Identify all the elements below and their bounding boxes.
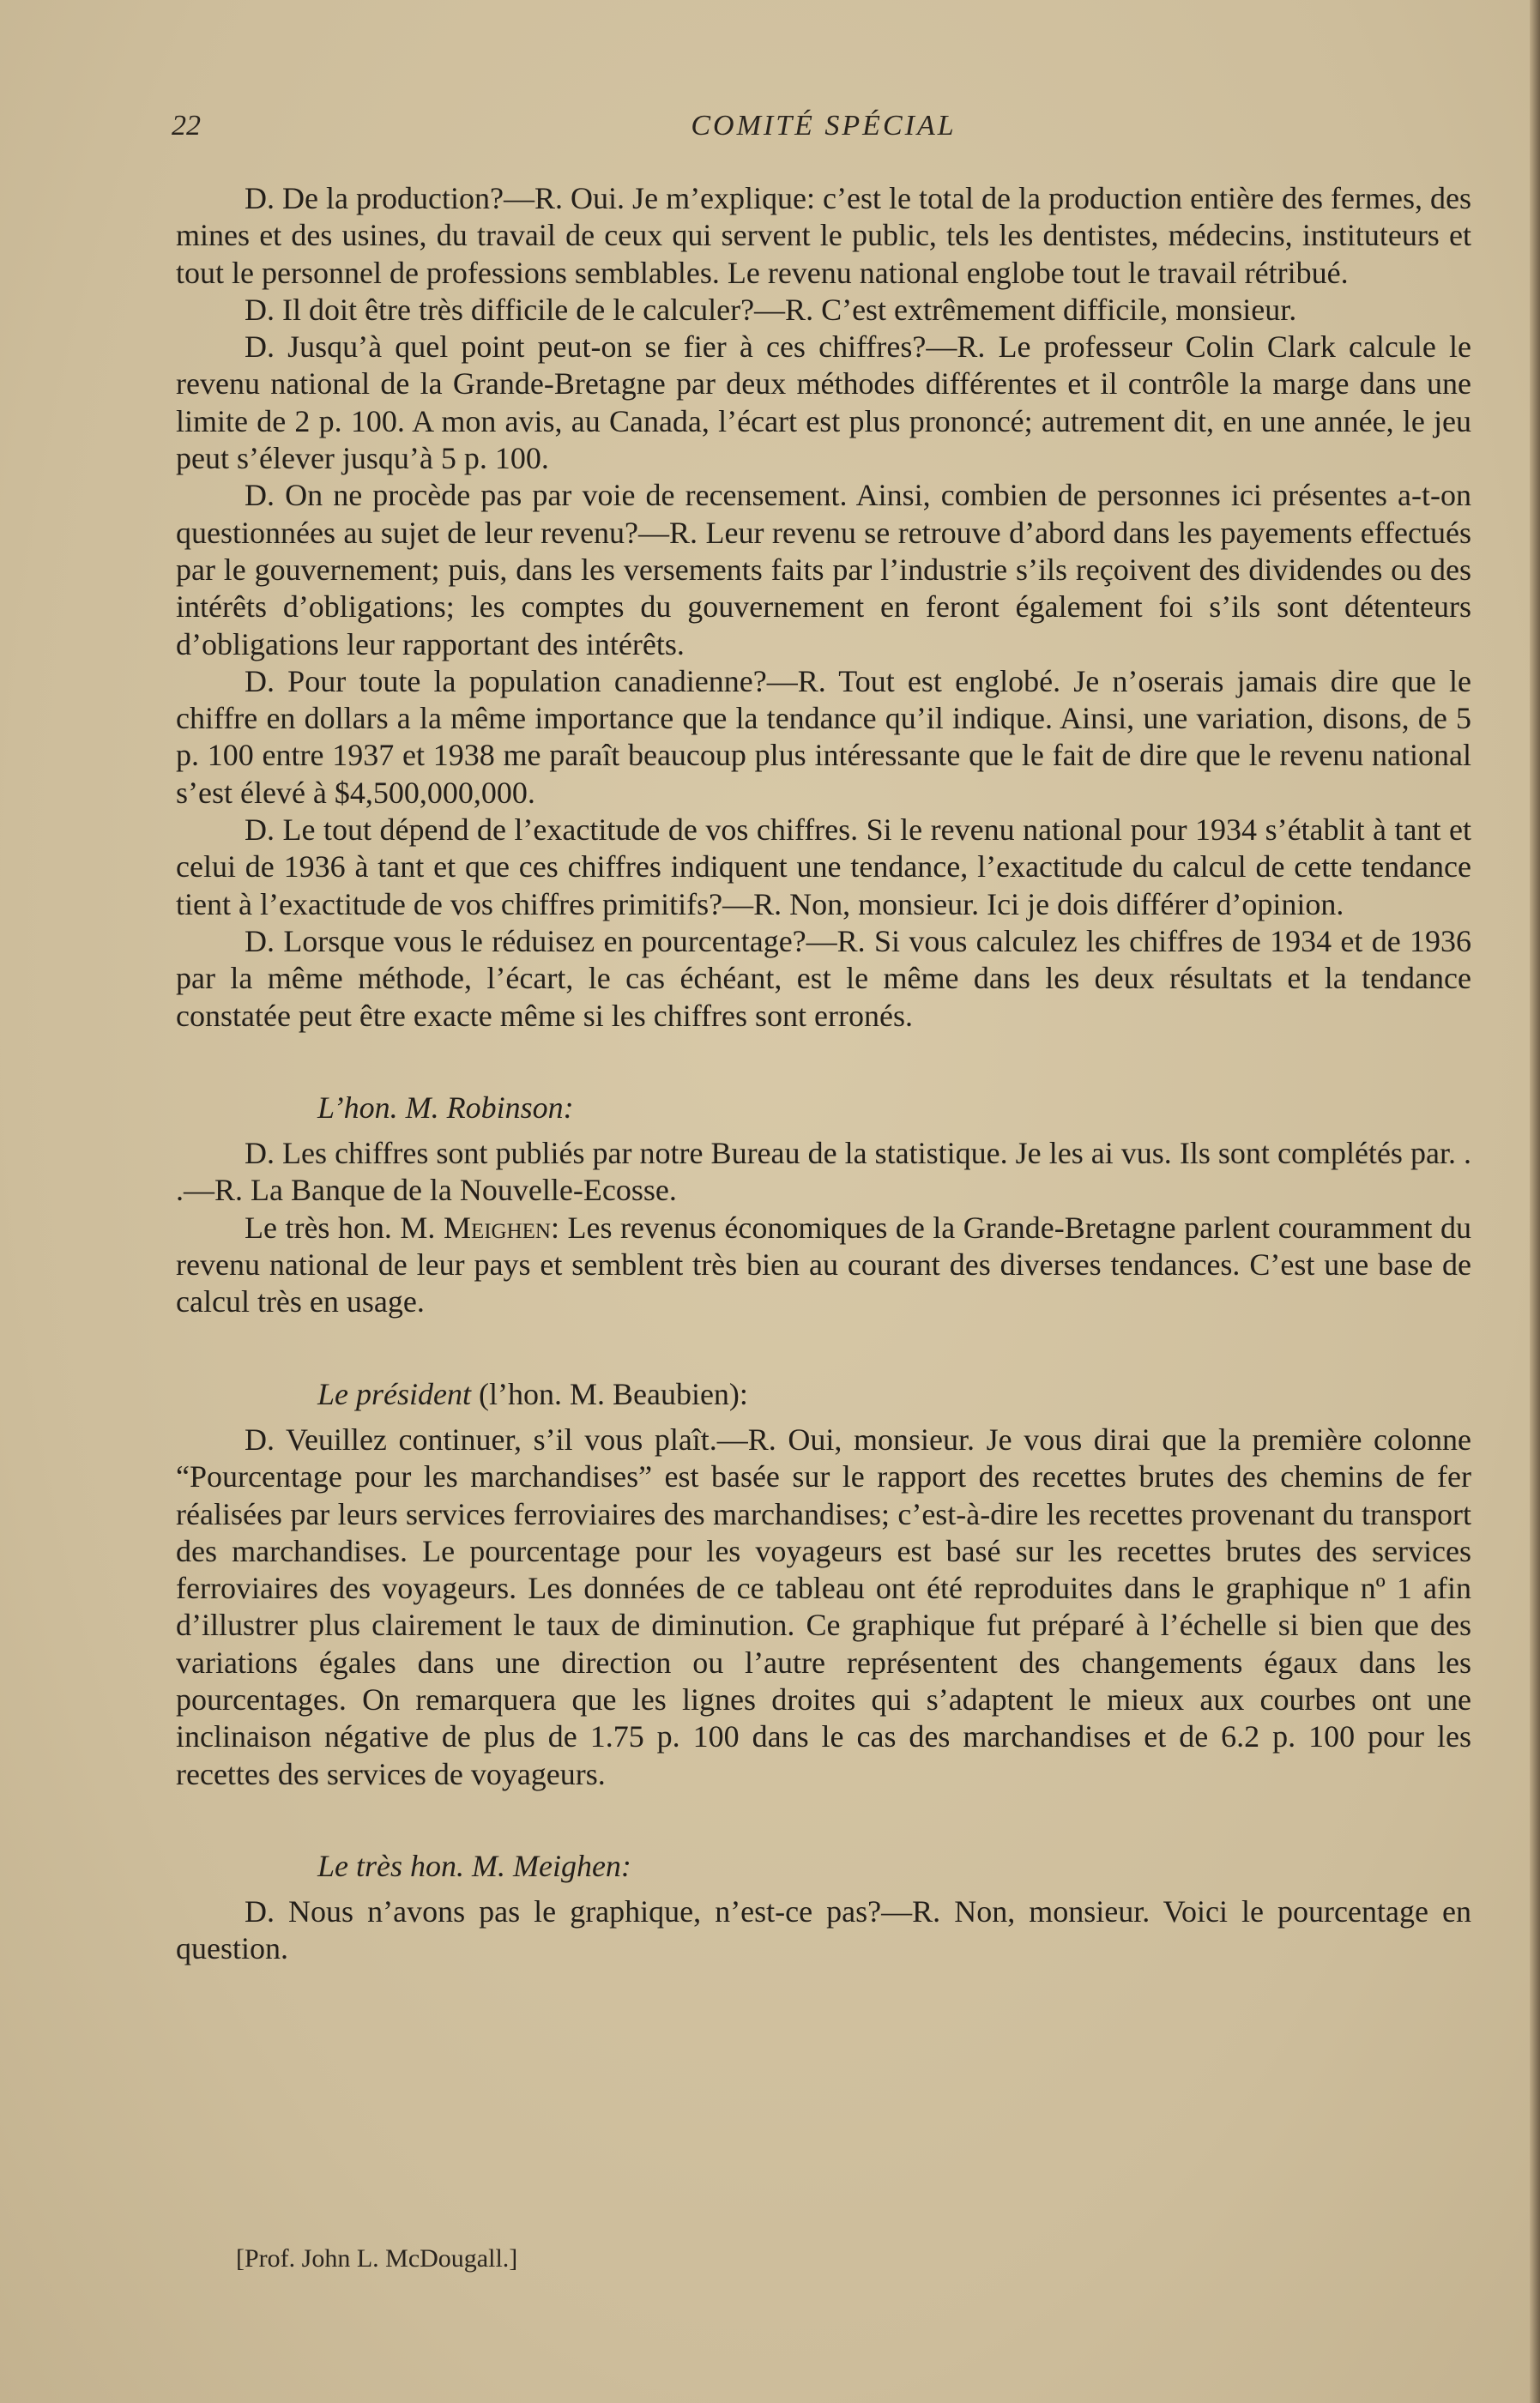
speaker-heading-president bbox=[176, 1376, 1471, 1413]
paragraph: D. Veuillez continuer, s’il vous plaît.—R. Oui, monsieur. Je vous dirai que la première colonne “Pourcentage pour les marchandises” est basée sur le rapport des recettes brutes des chemins de fer réalisées par leurs services ferroviaires des marchandises; c’est-à-dire les recettes provenant du transport des marchandises. Le pourcentage pour les voyageurs est basé sur les recettes brutes des services ferroviaires des voyageurs. Les données de ce tableau ont été reproduites dans le graphique nº 1 afin d’illustrer plus clairement le taux de diminution. Ce graphique fut préparé à l’échelle si bien que des variations égales dans une direction ou l’autre représentent des changements égaux dans les pourcentages. On remarquera que les lignes droites qui s’adaptent le mieux aux courbes ont une inclinaison négative de plus de 1.75 p. 100 dans le cas des marchandises et de 6.2 p. 100 pour les recettes des services de voyageurs. bbox=[176, 1422, 1471, 1791]
speaker-heading-robinson bbox=[176, 1090, 1471, 1126]
paragraph-text: : Les revenus économiques de la Grande-Bretagne parlent couramment du revenu national de leur pays et semblent très bien au courant des diverses tendances. C’est une base de calcul très en usage. bbox=[176, 1210, 1472, 1319]
paragraph: D. Nous n’avons pas le graphique, n’est-ce pas?—R. Non, monsieur. Voici le pourcentage en question. bbox=[176, 1894, 1471, 1966]
speaker-name: Le président bbox=[317, 1376, 471, 1411]
speaker-name: L’hon. M. Robinson: bbox=[317, 1090, 574, 1125]
paragraph: D. Les chiffres sont publiés par notre Bureau de la statistique. Je les ai vus. Ils sont complétés par. . .—R. La Banque de la Nouvelle-Ecosse. bbox=[176, 1136, 1471, 1208]
speaker-heading-meighen bbox=[176, 1848, 1471, 1885]
paragraph: D. De la production?—R. Oui. Je m’explique: c’est le total de la production entière des fermes, des mines et des usines, du travail de ceux qui servent le public, tels les dentistes, médecins, instituteurs et tout le personnel de professions semblables. Le revenu national englobe tout le travail rétribué. bbox=[176, 181, 1471, 290]
speaker-name: Le très hon. M. Meighen: bbox=[317, 1848, 631, 1883]
page-header bbox=[172, 110, 1476, 153]
witness-note: [Prof. John L. McDougall.] bbox=[236, 2244, 518, 2273]
running-head: COMITÉ SPÉCIAL bbox=[691, 110, 957, 142]
paragraph: D. Jusqu’à quel point peut-on se fier à ces chiffres?—R. Le professeur Colin Clark calcule le revenu national de la Grande-Bretagne par deux méthodes différentes et il contrôle la marge dans une limite de 2 p. 100. A mon avis, au Canada, l’écart est plus prononcé; autrement dit, en une année, le jeu peut s’élever jusqu’à 5 p. 100. bbox=[176, 329, 1471, 476]
paragraph: D. On ne procède pas par voie de recensement. Ainsi, combien de personnes ici présentes a-t-on questionnées au sujet de leur revenu?—R. Leur revenu se retrouve d’abord dans les payements effectués par le gouvernement; puis, dans les versements faits par l’industrie s’ils reçoivent des dividendes ou des intérêts d’obligations; les comptes du gouvernement en feront également foi s’ils sont détenteurs d’obligations leur rapportant des intérêts. bbox=[176, 478, 1471, 661]
paragraph-meighen bbox=[176, 1210, 1471, 1321]
paragraph: D. Le tout dépend de l’exactitude de vos chiffres. Si le revenu national pour 1934 s’établit à tant et celui de 1936 à tant et que ces chiffres indiquent une tendance, l’exactitude du calcul de cette tendance tient à l’exactitude de vos chiffres primitifs?—R. Non, monsieur. Ici je dois différer d’opinion. bbox=[176, 812, 1471, 921]
speaker-prefix: Le très hon. M. bbox=[245, 1210, 444, 1245]
paragraph: D. Il doit être très difficile de le calculer?—R. C’est extrêmement difficile, monsieur. bbox=[245, 292, 1297, 327]
page-edge-shadow bbox=[1530, 0, 1540, 2403]
paragraph: D. Lorsque vous le réduisez en pourcentage?—R. Si vous calculez les chiffres de 1934 et de 1936 par la même méthode, l’écart, le cas échéant, est le même dans les deux résultats et la tendance constatée peut être exacte même si les chiffres sont erronés. bbox=[176, 923, 1471, 1033]
speaker-name-smallcaps: Meighen bbox=[443, 1210, 551, 1245]
body-text bbox=[176, 180, 1471, 1968]
speaker-detail: (l’hon. M. Beaubien): bbox=[470, 1376, 748, 1411]
page-number: 22 bbox=[172, 110, 201, 142]
paragraph: D. Pour toute la population canadienne?—R. Tout est englobé. Je n’oserais jamais dire que le chiffre en dollars a la même importance que la tendance qu’il indique. Ainsi, une variation, disons, de 5 p. 100 entre 1937 et 1938 me paraît beaucoup plus intéressante que le fait de dire que le revenu national s’est élevé à $4,500,000,000. bbox=[176, 663, 1471, 810]
